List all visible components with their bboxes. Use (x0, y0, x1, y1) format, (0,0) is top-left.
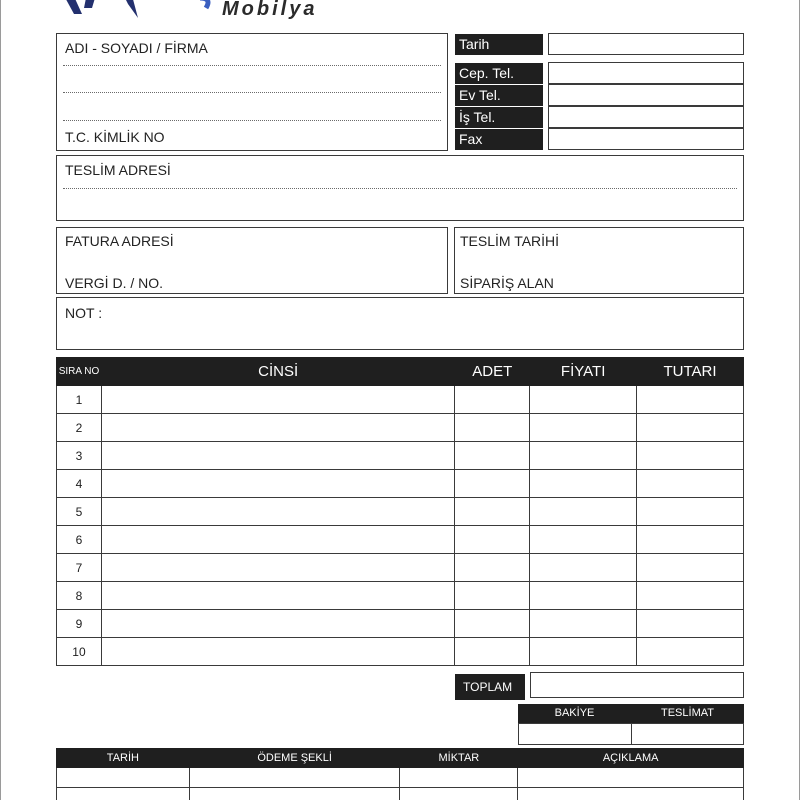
delivery-info-box[interactable] (454, 227, 744, 294)
total-cell[interactable] (637, 638, 744, 666)
total-cell[interactable] (637, 414, 744, 442)
payments-header-row (57, 749, 744, 768)
desc-cell[interactable] (101, 554, 454, 582)
qty-cell[interactable] (455, 386, 530, 414)
balance-field[interactable] (518, 723, 632, 745)
qty-cell[interactable] (455, 638, 530, 666)
price-cell[interactable] (530, 610, 637, 638)
qty-cell[interactable] (455, 470, 530, 498)
total-cell[interactable] (637, 498, 744, 526)
table-row (57, 470, 744, 498)
desc-cell[interactable] (101, 470, 454, 498)
qty-cell[interactable] (455, 554, 530, 582)
pay-desc-cell[interactable] (518, 788, 744, 800)
tc-id-label: T.C. KİMLİK NO (65, 129, 165, 145)
pay-desc-cell[interactable] (518, 768, 744, 788)
table-row (57, 498, 744, 526)
delivery-payment-field[interactable] (631, 723, 744, 745)
date-field[interactable] (548, 33, 744, 55)
qty-cell[interactable] (455, 414, 530, 442)
customer-line-2[interactable] (63, 92, 441, 93)
row-number: 10 (57, 638, 102, 666)
price-cell[interactable] (530, 470, 637, 498)
items-header-row (57, 358, 744, 386)
invoice-box[interactable] (56, 227, 448, 294)
row-number: 2 (57, 414, 102, 442)
customer-line-1[interactable] (63, 65, 441, 66)
pay-header-desc: AÇIKLAMA (518, 749, 744, 768)
items-table (56, 357, 744, 666)
total-cell[interactable] (637, 442, 744, 470)
table-row (57, 526, 744, 554)
mobile-tag: Cep. Tel. (455, 63, 543, 84)
header-total: TUTARI (637, 358, 744, 386)
tax-office-label: VERGİ D. / NO. (65, 275, 164, 291)
desc-cell[interactable] (101, 414, 454, 442)
customer-box (56, 33, 448, 151)
home-phone-tag: Ev Tel. (455, 85, 543, 106)
pay-header-date: TARİH (57, 749, 190, 768)
header-no: SIRA NO (57, 358, 102, 386)
pay-date-cell[interactable] (57, 788, 190, 800)
pay-amount-cell[interactable] (400, 768, 518, 788)
home-phone-field[interactable] (548, 84, 744, 106)
desc-cell[interactable] (101, 386, 454, 414)
price-cell[interactable] (530, 442, 637, 470)
logo-swoosh-icon (196, 0, 216, 12)
pay-date-cell[interactable] (57, 768, 190, 788)
work-phone-field[interactable] (548, 106, 744, 128)
pay-header-amount: MİKTAR (400, 749, 518, 768)
row-number: 1 (57, 386, 102, 414)
desc-cell[interactable] (101, 498, 454, 526)
total-cell[interactable] (637, 554, 744, 582)
payment-row (57, 768, 744, 788)
row-number: 4 (57, 470, 102, 498)
desc-cell[interactable] (101, 610, 454, 638)
total-cell[interactable] (637, 610, 744, 638)
delivery-address-box[interactable] (56, 155, 744, 221)
customer-name-label: ADI - SOYADI / FİRMA (65, 40, 208, 56)
desc-cell[interactable] (101, 638, 454, 666)
invoice-address-label: FATURA ADRESİ (65, 233, 174, 249)
mobile-field[interactable] (548, 62, 744, 84)
qty-cell[interactable] (455, 442, 530, 470)
date-tag: Tarih (455, 34, 543, 55)
table-row (57, 414, 744, 442)
table-row (57, 386, 744, 414)
table-row (57, 554, 744, 582)
price-cell[interactable] (530, 386, 637, 414)
table-row (57, 582, 744, 610)
order-taker-label: SİPARİŞ ALAN (460, 275, 554, 291)
brand-name: Mobilya (222, 0, 318, 20)
delivery-payment-header: TESLİMAT (631, 704, 744, 723)
pay-header-method: ÖDEME ŞEKLİ (189, 749, 400, 768)
pay-method-cell[interactable] (189, 788, 400, 800)
header-desc: CİNSİ (101, 358, 454, 386)
qty-cell[interactable] (455, 610, 530, 638)
desc-cell[interactable] (101, 582, 454, 610)
header-qty: ADET (455, 358, 530, 386)
row-number: 3 (57, 442, 102, 470)
price-cell[interactable] (530, 498, 637, 526)
total-field[interactable] (530, 672, 744, 698)
delivery-address-label: TESLİM ADRESİ (65, 162, 171, 178)
payments-table (56, 748, 744, 800)
customer-line-3[interactable] (63, 120, 441, 121)
header-price: FİYATI (530, 358, 637, 386)
note-label: NOT : (65, 305, 103, 321)
price-cell[interactable] (530, 414, 637, 442)
row-number: 5 (57, 498, 102, 526)
balance-header: BAKİYE (518, 704, 631, 723)
table-row (57, 638, 744, 666)
qty-cell[interactable] (455, 498, 530, 526)
fax-field[interactable] (548, 128, 744, 150)
total-cell[interactable] (637, 470, 744, 498)
note-box[interactable] (56, 297, 744, 350)
price-cell[interactable] (530, 554, 637, 582)
pay-amount-cell[interactable] (400, 788, 518, 800)
payment-row (57, 788, 744, 800)
price-cell[interactable] (530, 526, 637, 554)
price-cell[interactable] (530, 638, 637, 666)
row-number: 7 (57, 554, 102, 582)
fax-tag: Fax (455, 129, 543, 150)
total-cell[interactable] (637, 386, 744, 414)
row-number: 6 (57, 526, 102, 554)
qty-cell[interactable] (455, 582, 530, 610)
delivery-address-line[interactable] (63, 188, 737, 189)
row-number: 9 (57, 610, 102, 638)
price-cell[interactable] (530, 582, 637, 610)
row-number: 8 (57, 582, 102, 610)
total-cell[interactable] (637, 526, 744, 554)
desc-cell[interactable] (101, 526, 454, 554)
total-tag: TOPLAM (455, 674, 525, 700)
qty-cell[interactable] (455, 526, 530, 554)
table-row (57, 610, 744, 638)
table-row (57, 442, 744, 470)
logo-icon (58, 0, 168, 22)
work-phone-tag: İş Tel. (455, 107, 543, 128)
desc-cell[interactable] (101, 442, 454, 470)
delivery-date-label: TESLİM TARİHİ (460, 233, 560, 249)
pay-method-cell[interactable] (189, 768, 400, 788)
total-cell[interactable] (637, 582, 744, 610)
